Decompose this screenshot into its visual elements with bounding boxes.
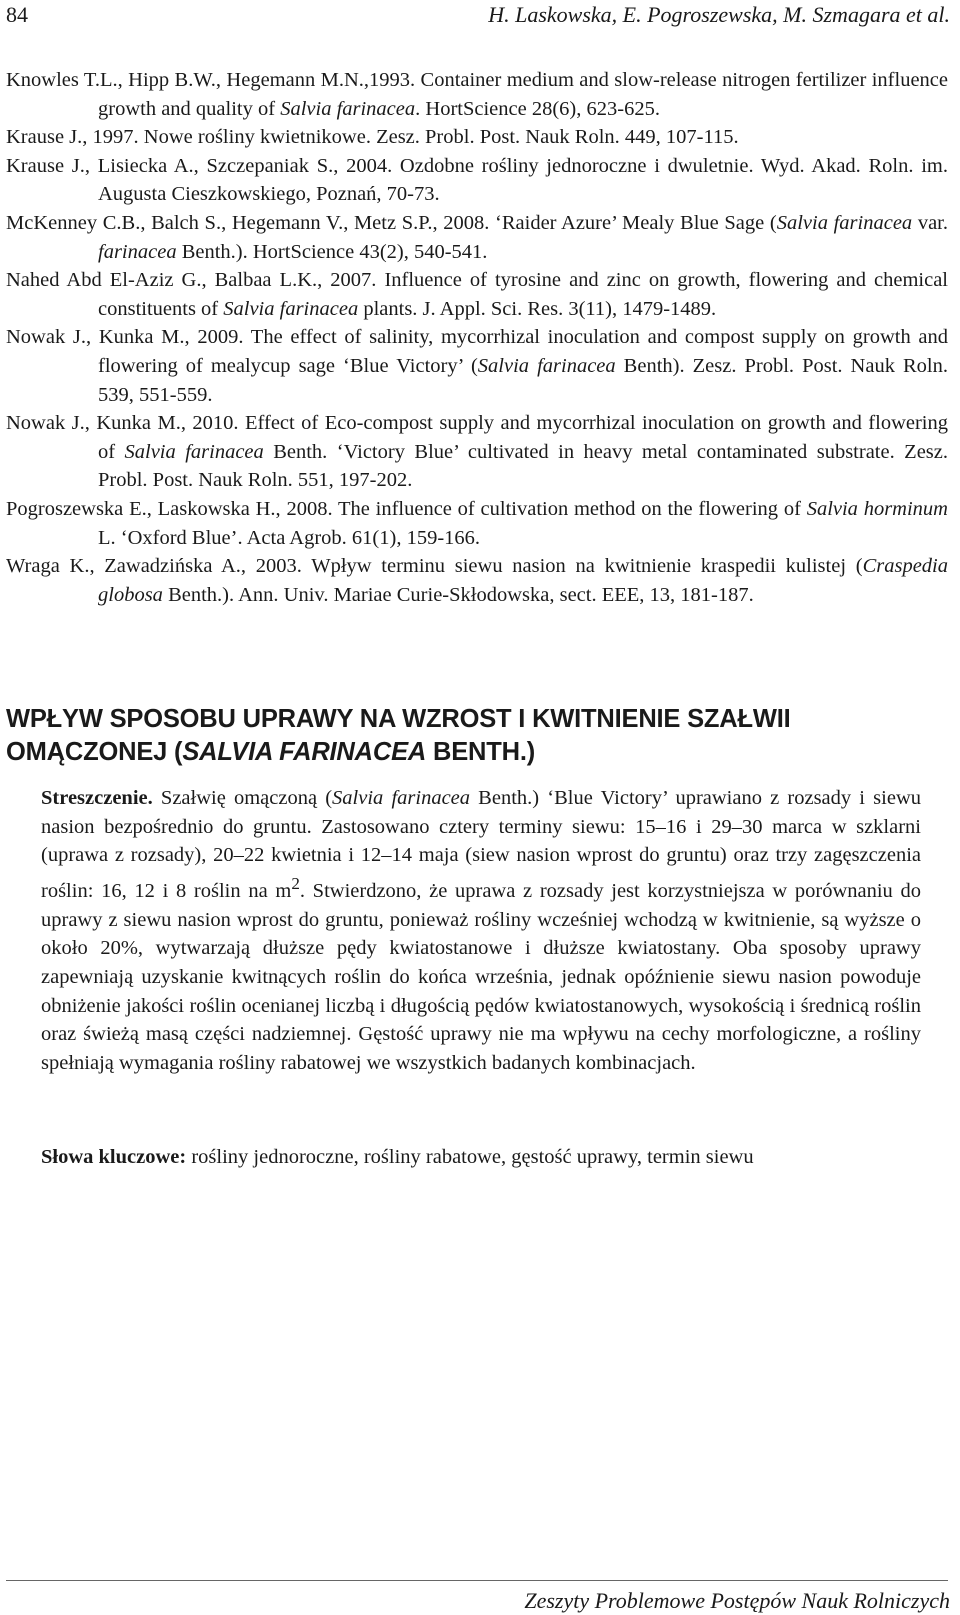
reference-item: McKenney C.B., Balch S., Hegemann V., Metz S.P., 2008. ‘Raider Azure’ Mealy Blue Sage (Salvia farinacea var. farinacea Benth.). HortScience 43(2), 540-541. [6,211,948,263]
reference-item: Pogroszewska E., Laskowska H., 2008. The influence of cultivation method on the flowering of Salvia horminum L. ‘Oxford Blue’. Acta Agrob. 61(1), 159-166. [6,497,948,549]
keywords-label: Słowa kluczowe: [41,1146,187,1168]
title-line-1: WPŁYW SPOSOBU UPRAWY NA WZROST I KWITNIENIE SZAŁWII [6,705,791,733]
abstract-paragraph: Streszczenie. Szałwię omączoną (Salvia farinacea Benth.) ‘Blue Victory’ uprawiano z rozsady i siewu nasion bezpośrednio do gruntu. Zastosowano cztery terminy siewu: 15–16 i 29–30 marca w szklarni (uprawa z rozsady), 20–22 kwietnia i 12–14 maja (siew nasion wprost do gruntu) oraz trzy zagęszczenia roślin: 16, 12 i 8 roślin na $m^2$. Stwierdzono, że uprawa z rozsady jest korzystniejsza w porównaniu do uprawy z siewu nasion wprost do gruntu, ponieważ rośliny wcześniej wchodzą w kwitnienie, są wyższe o około 20%, wytwarzają dłuższe pędy kwiatostanowe i dłuższe kwiatostany. Oba sposoby uprawy zapewniają uzyskanie kwitnących roślin do końca września, jednak opóźnienie siewu nasion powoduje obniżenie jakości roślin ocenianej liczbą i długością pędów kwiatostanowych, wysokością i średnicą roślin oraz świeżą masą części nadziemnej. Gęstość uprawy nie ma wpływu na cechy morfologiczne, a rośliny spełniają wymagania rośliny rabatowej we wszystkich badanych kombinacjach. [41,787,922,1075]
page-number: 84 [6,2,28,27]
reference-item: Knowles T.L., Hipp B.W., Hegemann M.N.,1993. Container medium and slow-release nitrogen fertilizer influence growth and quality of Salvia farinacea. HortScience 28(6), 623-625. [6,69,948,120]
reference-item: Nowak J., Kunka M., 2009. The effect of salinity, mycorrhizal inoculation and compost supply on growth and flowering of mealycup sage ‘Blue Victory’ (Salvia farinacea Benth). Zesz. Probl. Post. Nauk Roln. 539, 551-559. [6,326,948,406]
reference-item: Krause J., 1997. Nowe rośliny kwietnikowe. Zesz. Probl. Post. Nauk Roln. 449, 107-115. [6,126,739,149]
keywords-line [41,1143,941,1171]
abstract-label: Streszczenie. [41,787,153,809]
reference-item: Nowak J., Kunka M., 2010. Effect of Eco-compost supply and mycorrhizal inoculation on growth and flowering of Salvia farinacea Benth. ‘Victory Blue’ cultivated in heavy metal contaminated substrate. Zesz. Probl. Post. Nauk Roln. 551, 197-202. [6,412,948,492]
reference-item: Krause J., Lisiecka A., Szczepaniak S., 2004. Ozdobne rośliny jednoroczne i dwuletnie. Wyd. Akad. Roln. im. Augusta Cieszkowskiego, Poznań, 70-73. [6,154,948,206]
reference-item: Wraga K., Zawadzińska A., 2003. Wpływ terminu siewu nasion na kwitnienie kraspedii kulistej (Craspedia globosa Benth.). Ann. Univ. Mariae Curie-Skłodowska, sect. EEE, 13, 181-187. [6,555,948,606]
keywords-text: rośliny jednoroczne, rośliny rabatowe, gęstość uprawy, termin siewu [186,1146,754,1168]
journal-name: Zeszyty Problemowe Postępów Nauk Rolniczych [524,1588,950,1613]
reference-item: Nahed Abd El-Aziz G., Balbaa L.K., 2007. Influence of tyrosine and zinc on growth, flowering and chemical constituents of Salvia farinacea plants. J. Appl. Sci. Res. 3(11), 1479-1489. [6,269,948,320]
title-line-2: OMĄCZONEJ (SALVIA FARINACEA BENTH.) [6,738,536,766]
running-head-authors: H. Laskowska, E. Pogroszewska, M. Szmagara et al. [488,2,950,27]
page-header [0,0,960,40]
footer-divider [6,1580,948,1581]
reference-list [6,66,948,609]
polish-title [6,703,926,769]
